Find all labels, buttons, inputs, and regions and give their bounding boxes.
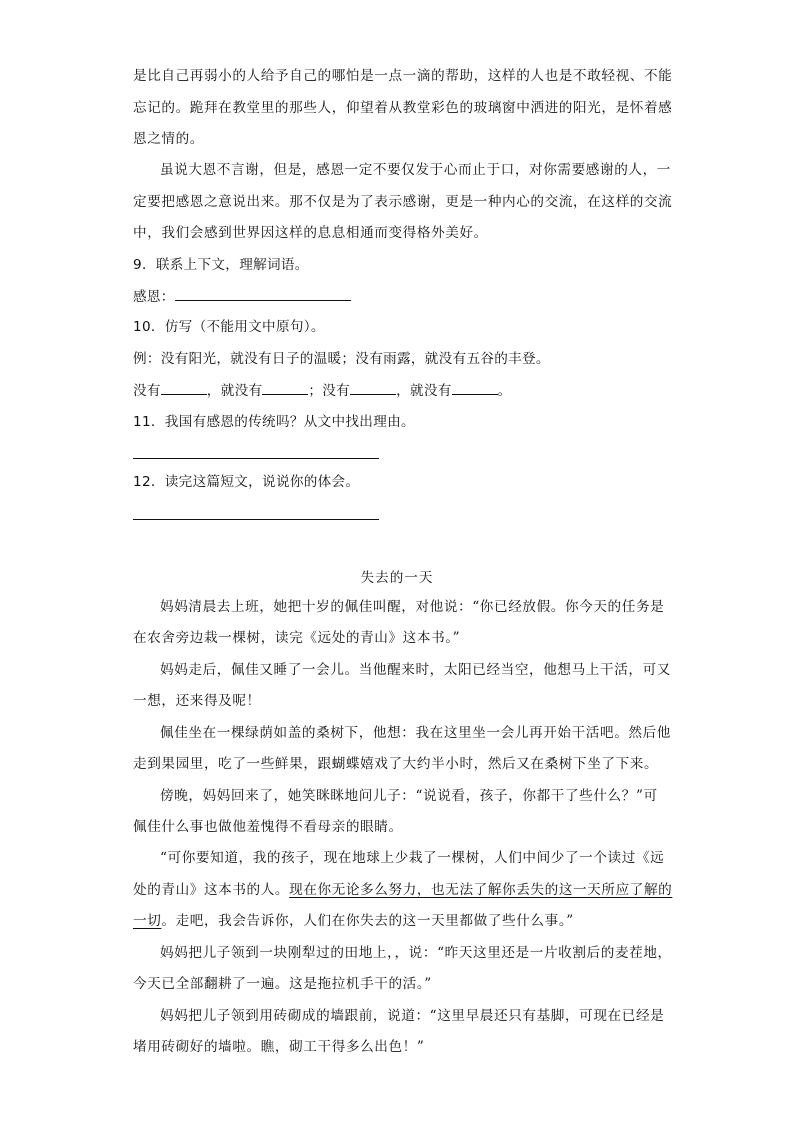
passage2-line-12: 妈妈把儿子领到一块刚犁过的田地上，，说：“昨天这里还是一片收割后的麦茬地，: [160, 945, 672, 961]
passage2-line-7: 傍晚，妈妈回来了，她笑眯眯地问儿子：“说说看，孩子，你都干了些什么？”可: [160, 788, 658, 804]
frame-part-4: ，就没有: [396, 383, 452, 399]
question-10: 10．仿写（不能用文中原句）。: [133, 319, 325, 335]
passage2-line-5: 佩佳坐在一棵绿荫如盖的桑树下，他想：我在这里坐一会儿再开始干活吧。然后他: [160, 725, 671, 741]
passage2-line-3: 妈妈走后，佩佳又睡了一会儿。当他醒来时，太阳已经当空，他想马上干活，可又: [160, 662, 671, 678]
question-12: 12．读完这篇短文，说说你的体会。: [133, 474, 360, 490]
question-10-example: 例：没有阳光，就没有日子的温暖；没有雨露，就没有五谷的丰登。: [133, 351, 550, 367]
question-9-answer-row: [133, 286, 351, 307]
passage1-line-1: 是比自己再弱小的人给予自己的哪怕是一点一滴的帮助，这样的人也是不敢轻视、不能: [133, 68, 673, 84]
passage2-title: 失去的一天: [360, 570, 434, 586]
passage2-line-14: 妈妈把儿子领到用砖砌成的墙跟前，说道：“这里早晨还只有基脚，可现在已经是: [160, 1008, 665, 1024]
passage2-line-2: 在农舍旁边栽一棵树，读完《远处的青山》这本书。”: [133, 630, 461, 646]
passage2-line-13: 今天已全部翻耕了一遍。这是拖拉机手干的活。”: [133, 976, 432, 992]
frame-part-1: 没有: [133, 383, 161, 399]
frame-part-3: ；没有: [308, 383, 351, 399]
question-10-frame: [133, 380, 512, 401]
answer-blank-q10-4[interactable]: [452, 380, 498, 395]
answer-line-q12[interactable]: [133, 519, 379, 520]
frame-part-5: 。: [497, 383, 512, 399]
underlined-sentence-part-2: 一切: [133, 913, 162, 929]
passage2-line-6: 走到果园里，吃了一些鲜果，跟蝴蝶嬉戏了大约半小时，然后又在桑树下坐了下来。: [133, 756, 659, 772]
passage2-line-1: 妈妈清晨去上班，她把十岁的佩佳叫醒，对他说：“你已经放假。你今天的任务是: [160, 599, 665, 615]
answer-blank-q9[interactable]: [175, 286, 351, 301]
answer-blank-q10-1[interactable]: [161, 380, 207, 395]
passage1-line-6: 中，我们会感到世界因这样的息息相通而变得格外美好。: [133, 225, 488, 241]
passage2-line-11: [133, 911, 574, 931]
question-9-label: 感恩：: [133, 289, 175, 305]
passage1-line-4: 虽说大恩不言谢，但是，感恩一定不要仅发于心而止于口，对你需要感谢的人，一: [160, 162, 671, 178]
passage2-line-10-text: 处的青山》这本书的人。: [133, 882, 290, 898]
answer-line-q11[interactable]: [133, 458, 379, 459]
frame-part-2: ，就没有: [206, 383, 263, 399]
passage1-line-3: 恩之情的。: [133, 131, 204, 147]
passage2-line-10: [133, 880, 672, 900]
answer-blank-q10-2[interactable]: [262, 380, 308, 395]
passage1-line-2: 忘记的。跪拜在教堂里的那些人，仰望着从教堂彩色的玻璃窗中洒进的阳光，是怀着感: [133, 100, 673, 116]
passage2-line-8: 佩佳什么事也做他羞愧得不看母亲的眼睛。: [133, 819, 403, 835]
underlined-sentence-part-1: 现在你无论多么努力，也无法了解你丢失的这一天所应了解的: [289, 882, 673, 898]
passage2-line-11-text: 。走吧，我会告诉你，人们在你失去的这一天里都做了些什么事。”: [161, 913, 574, 929]
answer-blank-q10-3[interactable]: [350, 380, 396, 395]
question-9: 9．联系上下文，理解词语。: [133, 257, 309, 273]
question-11: 11．我国有感恩的传统吗？从文中找出理由。: [133, 414, 415, 430]
passage1-line-5: 定要把感恩之意说出来。那不仅是为了表示感谢，更是一种内心的交流，在这样的交流: [133, 194, 673, 210]
passage2-line-4: 一想，还来得及呢！: [133, 693, 261, 709]
passage2-line-15: 堵用砖砌好的墙啦。瞧，砌工干得多么出色！”: [133, 1039, 425, 1055]
passage2-line-9: “可你要知道，我的孩子，现在地球上少栽了一棵树，人们中间少了一个读过《远: [160, 850, 665, 866]
